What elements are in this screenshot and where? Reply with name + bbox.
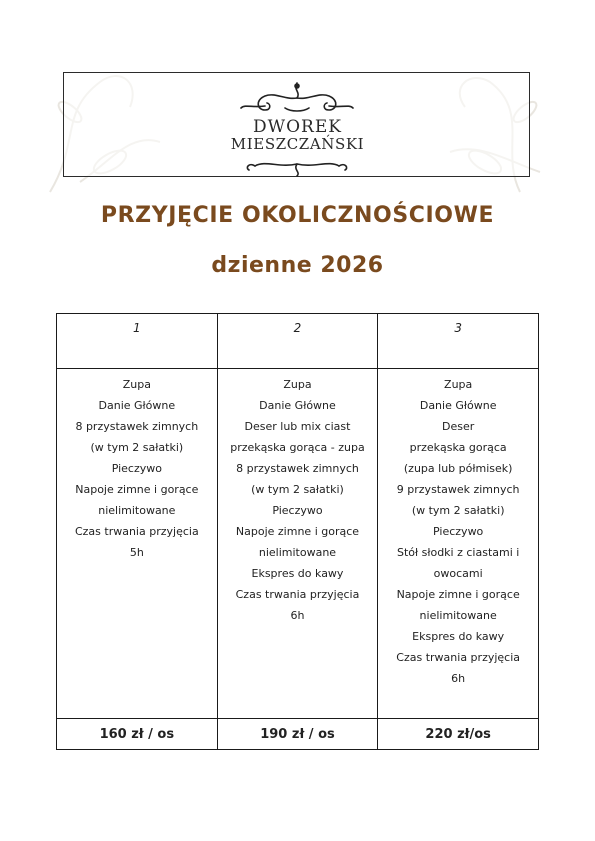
list-item: nielimitowane (258, 546, 337, 559)
list-item: Zupa (122, 378, 151, 391)
list-item: Deser (442, 420, 475, 433)
package-2-items (217, 369, 378, 719)
list-item: Czas trwania przyjęcia (396, 651, 521, 664)
list-item: 9 przystawek zimnych (396, 483, 520, 496)
package-3-price: 220 zł/os (378, 719, 539, 750)
list-item: (w tym 2 sałatki) (251, 483, 344, 496)
packages-table (56, 313, 539, 750)
list-item: (w tym 2 sałatki) (411, 504, 505, 517)
list-item: Deser lub mix ciast (244, 420, 351, 433)
list-item: (w tym 2 sałatki) (90, 441, 184, 454)
list-item: Stół słodki z ciastami i (396, 546, 520, 559)
package-1-items (57, 369, 218, 719)
package-1-price: 160 zł / os (57, 719, 218, 750)
page-title: PRZYJĘCIE OKOLICZNOŚCIOWE (100, 203, 495, 228)
list-item: Pieczywo (272, 504, 323, 517)
list-item: (zupa lub półmisek) (403, 462, 513, 475)
table-header-row (57, 314, 539, 369)
package-2-price: 190 zł / os (217, 719, 378, 750)
list-item: Danie Główne (259, 399, 336, 412)
package-3-number: 3 (378, 314, 539, 369)
logo-text-line1: DWOREK (253, 117, 342, 137)
list-item: 6h (290, 609, 305, 622)
list-item: Zupa (283, 378, 312, 391)
list-item: Ekspres do kawy (412, 630, 505, 643)
list-item: nielimitowane (419, 609, 497, 622)
list-item: Czas trwania przyjęcia (235, 588, 360, 601)
list-item: 8 przystawek zimnych (75, 420, 199, 433)
list-item: 6h (451, 672, 466, 685)
list-item: owocami (433, 567, 483, 580)
package-2-number: 2 (217, 314, 378, 369)
list-item: Zupa (444, 378, 473, 391)
table-price-row (57, 719, 539, 750)
list-item: Danie Główne (98, 399, 176, 412)
list-item: Napoje zimne i gorące (396, 588, 520, 601)
package-3-items (378, 369, 539, 719)
package-1-number: 1 (57, 314, 218, 369)
list-item: Napoje zimne i gorące (75, 483, 199, 496)
list-item: Pieczywo (111, 462, 162, 475)
list-item: Pieczywo (433, 525, 484, 538)
list-item: przekąska gorąca (409, 441, 507, 454)
list-item: 8 przystawek zimnych (236, 462, 359, 475)
page-subtitle: dzienne 2026 (211, 253, 384, 278)
table-items-row (57, 369, 539, 719)
list-item: 5h (129, 546, 144, 559)
list-item: Danie Główne (419, 399, 497, 412)
list-item: Czas trwania przyjęcia (74, 525, 199, 538)
logo-text-line2: MIESZCZAŃSKI (230, 135, 365, 153)
list-item: nielimitowane (98, 504, 176, 517)
list-item: Ekspres do kawy (251, 567, 344, 580)
list-item: Napoje zimne i gorące (235, 525, 360, 538)
list-item: przekąska gorąca - zupa (230, 441, 365, 454)
